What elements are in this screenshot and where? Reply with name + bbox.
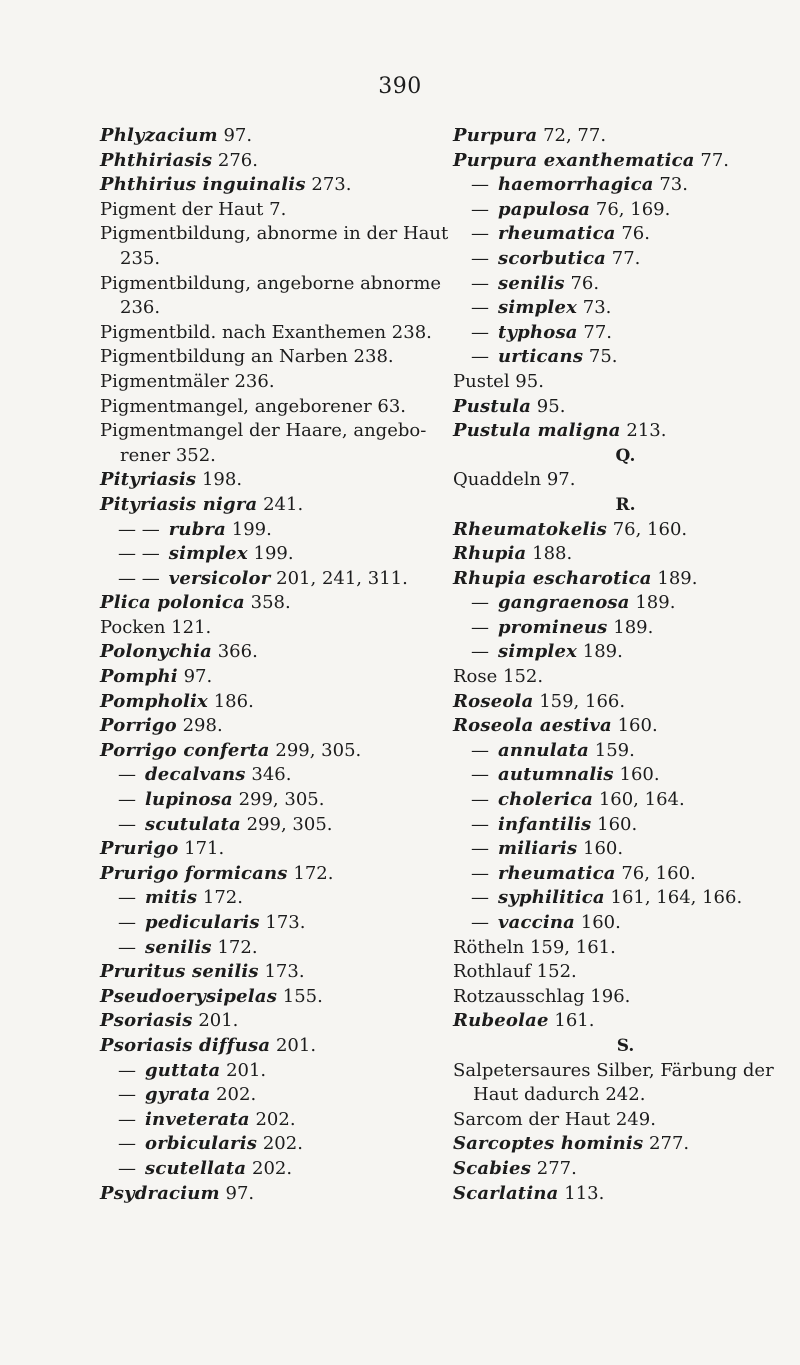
entry-pages: 201. <box>226 1059 267 1081</box>
index-entry <box>100 690 450 715</box>
index-entry <box>100 345 450 370</box>
index-subentry <box>453 222 798 247</box>
index-entry <box>100 714 450 739</box>
entry-pages: 213. <box>626 420 667 442</box>
entry-pages: 160. <box>583 838 624 860</box>
entry-term: Polonychia <box>100 641 212 663</box>
entry-text: Pigmentmangel, angeborener 63. <box>100 395 407 417</box>
index-subentry <box>100 567 450 592</box>
entry-term: simplex <box>498 297 578 319</box>
index-entry <box>453 542 798 567</box>
entry-term: Purpura exanthematica <box>453 149 695 171</box>
index-entry <box>100 1182 450 1207</box>
entry-term: Rhupia escharotica <box>453 567 652 589</box>
index-entry <box>100 124 450 149</box>
index-subentry <box>453 640 798 665</box>
index-subentry <box>453 911 798 936</box>
entry-pages: 201, 241, 311. <box>276 567 408 589</box>
entry-pages: 202. <box>216 1084 257 1106</box>
entry-pages: 201. <box>275 1034 317 1056</box>
entry-pages: 77. <box>583 321 613 343</box>
index-entry <box>100 493 450 518</box>
ditto-dash: — <box>118 887 136 909</box>
ditto-dash: — <box>471 223 489 245</box>
entry-term: syphilitica <box>498 887 605 909</box>
entry-pages: 201. <box>198 1010 239 1032</box>
index-entry <box>100 198 450 223</box>
ditto-dash: — <box>471 912 489 933</box>
entry-text: Pigmentmangel der Haare, angebo-rener 352. <box>100 420 427 466</box>
entry-term: haemorrhagica <box>498 174 654 196</box>
page-number: 390 <box>378 74 422 99</box>
entry-pages: 160. <box>619 764 660 786</box>
index-entry <box>453 419 798 444</box>
index-entry <box>453 665 798 690</box>
index-subentry <box>453 788 798 813</box>
entry-pages: 189. <box>635 592 676 614</box>
entry-term: Psydracium <box>100 1182 220 1204</box>
index-entry <box>453 714 798 739</box>
entry-pages: 202. <box>252 1157 293 1179</box>
ditto-dash: — <box>471 616 489 638</box>
entry-text: Pocken 121. <box>100 616 212 638</box>
entry-term: Phlyzacium <box>100 125 218 146</box>
ditto-dash: — <box>471 198 489 220</box>
index-entry <box>100 468 450 493</box>
entry-term: rheumatica <box>498 862 616 884</box>
index-subentry <box>453 813 798 838</box>
index-subentry <box>100 1083 450 1108</box>
entry-text: Rotzausschlag 196. <box>453 985 631 1007</box>
entry-term: promineus <box>498 616 608 638</box>
entry-text: Pigmentbild. nach Exanthemen 238. <box>100 321 432 343</box>
entry-term: pedicularis <box>145 912 260 933</box>
entry-term: Pompholix <box>100 690 208 712</box>
entry-pages: 189. <box>657 567 698 589</box>
entry-term: senilis <box>145 936 212 958</box>
entry-pages: 161. <box>554 1010 595 1032</box>
ditto-dash: — <box>471 813 489 835</box>
entry-pages: 77. <box>700 149 730 171</box>
index-entry <box>453 985 798 1010</box>
index-subentry <box>453 247 798 272</box>
index-entry <box>100 1009 450 1034</box>
index-subentry <box>453 296 798 321</box>
entry-pages: 277. <box>536 1157 577 1179</box>
index-entry <box>453 1132 798 1157</box>
index-entry <box>100 862 450 887</box>
ditto-dash: — <box>118 813 136 835</box>
index-subentry <box>100 813 450 838</box>
index-entry <box>100 665 450 690</box>
entry-pages: 160. <box>597 813 638 835</box>
entry-term: Pruritus senilis <box>100 961 259 983</box>
ditto-dash: — <box>118 1133 136 1155</box>
entry-term: Pomphi <box>100 666 178 688</box>
entry-term: versicolor <box>168 567 271 589</box>
entry-pages: 172. <box>293 862 334 884</box>
entry-pages: 172. <box>202 887 243 909</box>
entry-term: Porrigo conferta <box>100 739 270 761</box>
index-entry <box>453 567 798 592</box>
ditto-dash: — <box>471 592 489 614</box>
index-subentry <box>100 936 450 961</box>
entry-text: Rose 152. <box>453 666 544 688</box>
index-entry <box>453 1108 798 1133</box>
index-subentry <box>100 886 450 911</box>
entry-term: Porrigo <box>100 715 177 737</box>
entry-term: Pustula maligna <box>453 420 621 442</box>
entry-term: miliaris <box>498 838 578 860</box>
index-entry <box>453 149 798 174</box>
entry-pages: 198. <box>201 469 243 491</box>
entry-text: Pigmentbildung, abnorme in der Haut 235. <box>100 223 449 269</box>
entry-pages: 299, 305. <box>238 789 325 811</box>
entry-pages: 73. <box>659 174 688 196</box>
index-subentry <box>100 518 450 543</box>
entry-pages: 75. <box>588 346 618 368</box>
heading-letter: S. <box>616 1035 635 1056</box>
entry-pages: 76, 160. <box>612 518 688 540</box>
ditto-dash: — <box>471 887 489 909</box>
index-subentry <box>453 345 798 370</box>
entry-pages: 155. <box>282 985 323 1007</box>
entry-pages: 298. <box>182 715 223 737</box>
entry-term: orbicularis <box>145 1133 258 1155</box>
ditto-dash: — <box>471 789 489 811</box>
entry-pages: 189. <box>613 616 654 638</box>
index-subentry <box>100 542 450 567</box>
ditto-dash: — <box>118 1084 136 1106</box>
entry-term: vaccina <box>498 912 576 933</box>
index-subentry <box>453 886 798 911</box>
entry-term: scutulata <box>145 813 241 835</box>
entry-pages: 173. <box>265 912 306 933</box>
entry-term: inveterata <box>145 1108 250 1130</box>
index-subentry <box>100 1059 450 1084</box>
entry-term: typhosa <box>498 321 578 343</box>
index-subentry <box>453 739 798 764</box>
entry-text: Rötheln 159, 161. <box>453 936 616 958</box>
ditto-dash: — <box>471 346 489 368</box>
entry-text: Pigmentmäler 236. <box>100 370 275 392</box>
ditto-dash: — <box>471 321 489 343</box>
entry-pages: 202. <box>262 1133 303 1155</box>
entry-term: Psoriasis diffusa <box>100 1034 271 1056</box>
entry-pages: 171. <box>184 838 225 860</box>
index-subentry <box>100 1132 450 1157</box>
ditto-dash: — <box>471 838 489 860</box>
entry-term: Prurigo formicans <box>100 862 288 884</box>
entry-term: annulata <box>498 739 590 761</box>
entry-text: Quaddeln 97. <box>453 469 576 491</box>
index-entry <box>100 985 450 1010</box>
entry-pages: 113. <box>564 1182 605 1204</box>
section-letter-heading <box>453 444 798 469</box>
entry-term: scutellata <box>145 1157 247 1179</box>
index-entry <box>453 468 798 493</box>
entry-pages: 241. <box>263 493 304 515</box>
ditto-dash: — — <box>118 567 160 589</box>
index-subentry <box>453 862 798 887</box>
ditto-dash: — <box>118 912 136 933</box>
entry-pages: 172. <box>217 936 258 958</box>
ditto-dash: — — <box>118 543 160 565</box>
entry-term: Plica polonica <box>100 592 245 614</box>
ditto-dash: — <box>118 936 136 958</box>
ditto-dash: — <box>471 764 489 786</box>
entry-term: infantilis <box>498 813 592 835</box>
index-entry <box>100 370 450 395</box>
index-entry <box>100 960 450 985</box>
ditto-dash: — <box>118 1108 136 1130</box>
entry-pages: 97. <box>223 125 253 146</box>
entry-pages: 186. <box>213 690 254 712</box>
ditto-dash: — <box>471 739 489 761</box>
entry-term: Prurigo <box>100 838 179 860</box>
entry-term: lupinosa <box>145 789 233 811</box>
ditto-dash: — <box>118 789 136 811</box>
ditto-dash: — <box>471 297 489 319</box>
entry-term: Rheumatokelis <box>453 518 607 540</box>
ditto-dash: — <box>471 247 489 269</box>
entry-term: autumnalis <box>498 764 614 786</box>
index-entry <box>453 960 798 985</box>
index-subentry <box>453 591 798 616</box>
index-entry <box>100 272 450 321</box>
entry-pages: 199. <box>253 543 294 565</box>
index-entry <box>100 321 450 346</box>
entry-text: Pigmentbildung, angeborne abnorme 236. <box>100 272 442 319</box>
index-entry <box>100 1034 450 1059</box>
entry-term: Scarlatina <box>453 1182 559 1204</box>
index-entry <box>100 222 450 271</box>
entry-term: papulosa <box>498 198 591 220</box>
entry-pages: 159. <box>594 739 635 761</box>
entry-term: Roseola aestiva <box>453 715 612 737</box>
entry-pages: 160. <box>580 912 621 933</box>
heading-letter: R. <box>615 494 636 515</box>
entry-term: Psoriasis <box>100 1010 193 1032</box>
index-entry <box>453 1182 798 1207</box>
ditto-dash: — <box>118 764 136 786</box>
entry-pages: 76, 160. <box>621 862 696 884</box>
entry-term: simplex <box>498 641 578 663</box>
entry-text: Sarcom der Haut 249. <box>453 1108 656 1130</box>
entry-term: Pityriasis <box>100 469 197 491</box>
index-subentry <box>453 321 798 346</box>
entry-pages: 95. <box>536 395 566 417</box>
entry-pages: 299, 305. <box>246 813 333 835</box>
entry-term: Rhupia <box>453 543 527 565</box>
entry-term: Sarcoptes hominis <box>453 1133 644 1155</box>
entry-pages: 76. <box>570 272 600 294</box>
entry-term: Phthiriasis <box>100 149 213 171</box>
index-entry <box>453 690 798 715</box>
entry-term: Rubeolae <box>453 1010 549 1032</box>
entry-term: rheumatica <box>498 223 616 245</box>
entry-term: urticans <box>498 346 584 368</box>
entry-pages: 277. <box>649 1133 690 1155</box>
index-subentry <box>100 911 450 936</box>
section-letter-heading <box>453 493 798 518</box>
entry-pages: 188. <box>532 543 573 565</box>
entry-pages: 173. <box>264 961 305 983</box>
entry-term: Scabies <box>453 1157 532 1179</box>
index-column-left <box>100 124 450 1206</box>
entry-term: Pityriasis nigra <box>100 493 258 515</box>
entry-term: cholerica <box>498 789 594 811</box>
entry-text: Pustel 95. <box>453 370 544 392</box>
entry-term: guttata <box>145 1059 221 1081</box>
entry-pages: 77. <box>611 247 641 269</box>
entry-pages: 189. <box>582 641 623 663</box>
entry-pages: 160, 164. <box>598 789 685 811</box>
index-entry <box>453 518 798 543</box>
index-subentry <box>453 763 798 788</box>
entry-text: Pigment der Haut 7. <box>100 198 287 220</box>
index-entry <box>100 395 450 420</box>
entry-term: decalvans <box>145 764 246 786</box>
entry-term: Phthirius inguinalis <box>100 174 306 196</box>
ditto-dash: — <box>118 1059 136 1081</box>
entry-pages: 366. <box>217 641 258 663</box>
entry-pages: 273. <box>311 174 352 196</box>
entry-pages: 76. <box>621 223 650 245</box>
entry-term: Purpura <box>453 125 538 146</box>
index-column-right <box>453 124 798 1206</box>
ditto-dash: — — <box>118 518 160 540</box>
entry-term: mitis <box>145 887 198 909</box>
entry-pages: 346. <box>251 764 292 786</box>
entry-pages: 202. <box>255 1108 296 1130</box>
entry-text: Pigmentbildung an Narben 238. <box>100 346 394 368</box>
index-entry <box>100 591 450 616</box>
entry-term: gyrata <box>145 1084 211 1106</box>
entry-pages: 97. <box>225 1182 255 1204</box>
entry-text: Salpetersaures Silber, Färbung der Haut dadurch 242. <box>453 1059 774 1106</box>
index-subentry <box>100 788 450 813</box>
entry-term: scorbutica <box>498 247 607 269</box>
entry-term: senilis <box>498 272 565 294</box>
entry-pages: 160. <box>617 715 658 737</box>
entry-pages: 97. <box>183 666 213 688</box>
entry-pages: 299, 305. <box>275 739 362 761</box>
index-entry <box>453 1157 798 1182</box>
index-entry <box>100 640 450 665</box>
ditto-dash: — <box>471 641 489 663</box>
entry-pages: 73. <box>582 297 612 319</box>
index-subentry <box>453 173 798 198</box>
entry-term: simplex <box>168 543 248 565</box>
entry-term: Pseudoerysipelas <box>100 985 278 1007</box>
index-subentry <box>453 616 798 641</box>
entry-pages: 76, 169. <box>595 198 671 220</box>
entry-pages: 276. <box>217 149 258 171</box>
entry-text: Rothlauf 152. <box>453 961 577 983</box>
index-subentry <box>453 837 798 862</box>
index-subentry <box>100 1157 450 1182</box>
index-subentry <box>453 272 798 297</box>
ditto-dash: — <box>118 1157 136 1179</box>
index-entry <box>453 395 798 420</box>
heading-letter: Q. <box>615 445 636 466</box>
entry-term: Pustula <box>453 395 532 417</box>
index-subentry <box>453 198 798 223</box>
entry-term: rubra <box>168 518 227 540</box>
index-entry <box>453 1009 798 1034</box>
index-entry <box>100 837 450 862</box>
index-subentry <box>100 763 450 788</box>
index-entry <box>453 1059 798 1108</box>
ditto-dash: — <box>471 272 489 294</box>
entry-pages: 199. <box>231 518 272 540</box>
index-entry <box>100 616 450 641</box>
index-entry <box>100 149 450 174</box>
entry-pages: 72, 77. <box>543 125 607 146</box>
ditto-dash: — <box>471 174 489 196</box>
index-entry <box>100 173 450 198</box>
index-entry <box>453 370 798 395</box>
index-entry <box>453 936 798 961</box>
index-entry <box>100 739 450 764</box>
section-letter-heading <box>453 1034 798 1059</box>
index-entry <box>100 419 450 468</box>
index-subentry <box>100 1108 450 1133</box>
ditto-dash: — <box>471 862 489 884</box>
entry-pages: 161, 164, 166. <box>610 887 743 909</box>
entry-term: gangraenosa <box>498 592 630 614</box>
index-entry <box>453 124 798 149</box>
entry-term: Roseola <box>453 690 534 712</box>
entry-pages: 358. <box>250 592 291 614</box>
entry-pages: 159, 166. <box>539 690 626 712</box>
